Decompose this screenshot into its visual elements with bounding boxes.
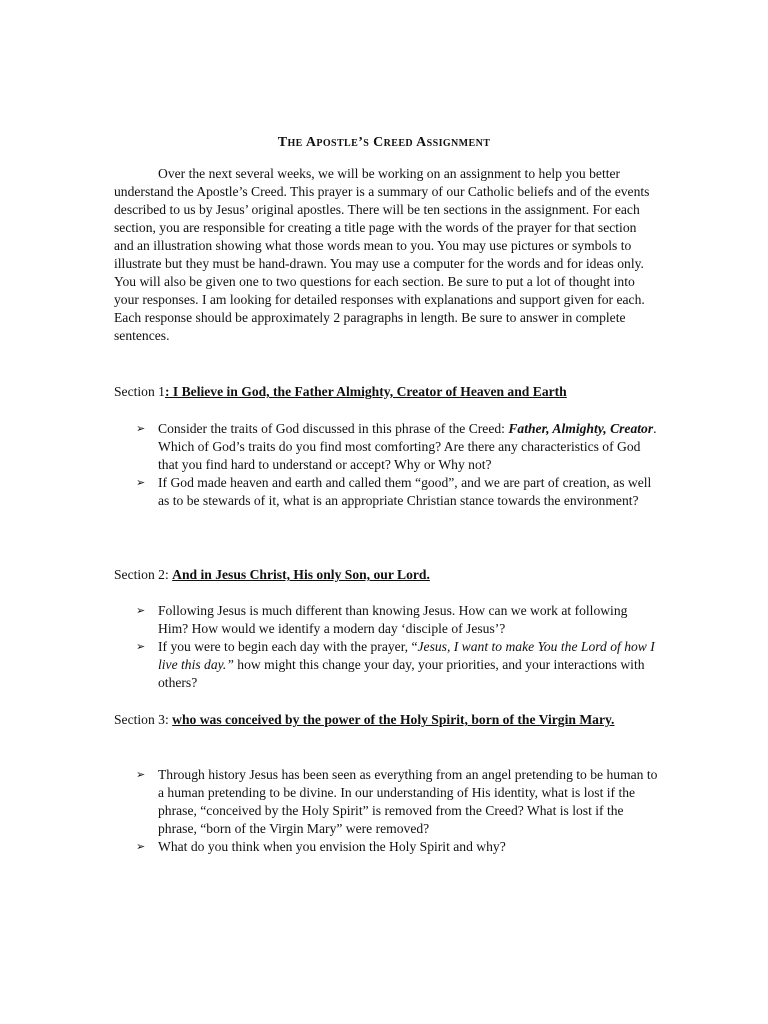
section-1-prefix: Section 1 [114,384,165,399]
section-1-question-2: ➢ If God made heaven and earth and called them “good”, and we are part of creation, as well as to be stewards of it, what is an appropriate Christian stance towards the environment? [136,475,652,508]
arrow-bullet-icon: ➢ [136,768,146,781]
section-1-heading [114,383,659,401]
prayer-quote: Jesus, I want to make You the Lord of how I live this day.” [158,639,655,672]
section-3-question-2: ➢ What do you think when you envision the Holy Spirit and why? [136,839,506,854]
section-2-heading [114,566,659,584]
section-2-prefix: Section 2: [114,567,173,582]
arrow-bullet-icon: ➢ [136,840,146,853]
intro-paragraph: Over the next several weeks, we will be working on an assignment to help you better understand the Apostle’s Creed. This prayer is a summary of our Catholic beliefs and of the events described to us by Jesus’ original apostles. There will be ten sections in the assignment. For each section, you are responsible for creating a title page with the words of the prayer for that section and an illustration showing what those words mean to you. You may use pictures or symbols to illustrate but they must be hand-drawn. You may use a computer for the words and for ideas only. You will also be given one to two questions for each section. Be sure to put a lot of thought into your responses. I am looking for detailed responses with explanations and support given for each. Each response should be approximately 2 paragraphs in length. Be sure to answer in complete sentences. [114,166,650,343]
section-1-title: : I Believe in God, the Father Almighty, Creator of Heaven and Earth [164,384,567,399]
section-1-question-1: ➢ Consider the traits of God discussed in this phrase of the Creed: Father, Almighty, Creator. Which of God’s traits do you find most comforting? Are there any characteristics of God that you find hard to understand or accept? Why or Why not? [136,421,657,472]
section-2-question-2: ➢ If you were to begin each day with the prayer, “Jesus, I want to make You the Lord of how I live this day.” how might this change your day, your priorities, and your interactions with others? [136,639,655,690]
section-3-prefix: Section 3: [114,712,173,727]
section-3-title: who was conceived by the power of the Holy Spirit, born of the Virgin Mary. [172,712,615,727]
section-2-questions [114,602,659,692]
section-3-questions [114,766,659,856]
section-2-title: And in Jesus Christ, His only Son, our Lord. [172,567,430,582]
arrow-bullet-icon: ➢ [136,476,146,489]
emphasis-text: Father, Almighty, Creator [508,421,654,436]
arrow-bullet-icon: ➢ [136,640,146,653]
arrow-bullet-icon: ➢ [136,422,146,435]
section-2-question-1: ➢ Following Jesus is much different than knowing Jesus. How can we work at following Him? How would we identify a modern day ‘disciple of Jesus’? [136,603,628,636]
section-3-question-1: ➢ Through history Jesus has been seen as everything from an angel pretending to be human to a human pretending to be divine. In our understanding of His identity, what is lost if the phrase, “conceived by the Holy Spirit” is removed from the Creed? What is lost if the phrase, “born of the Virgin Mary” were removed? [136,767,658,836]
section-1-questions [114,420,659,510]
document-title: The Apostle’s Creed Assignment [277,135,491,150]
arrow-bullet-icon: ➢ [136,604,146,617]
section-3-heading [114,711,659,729]
